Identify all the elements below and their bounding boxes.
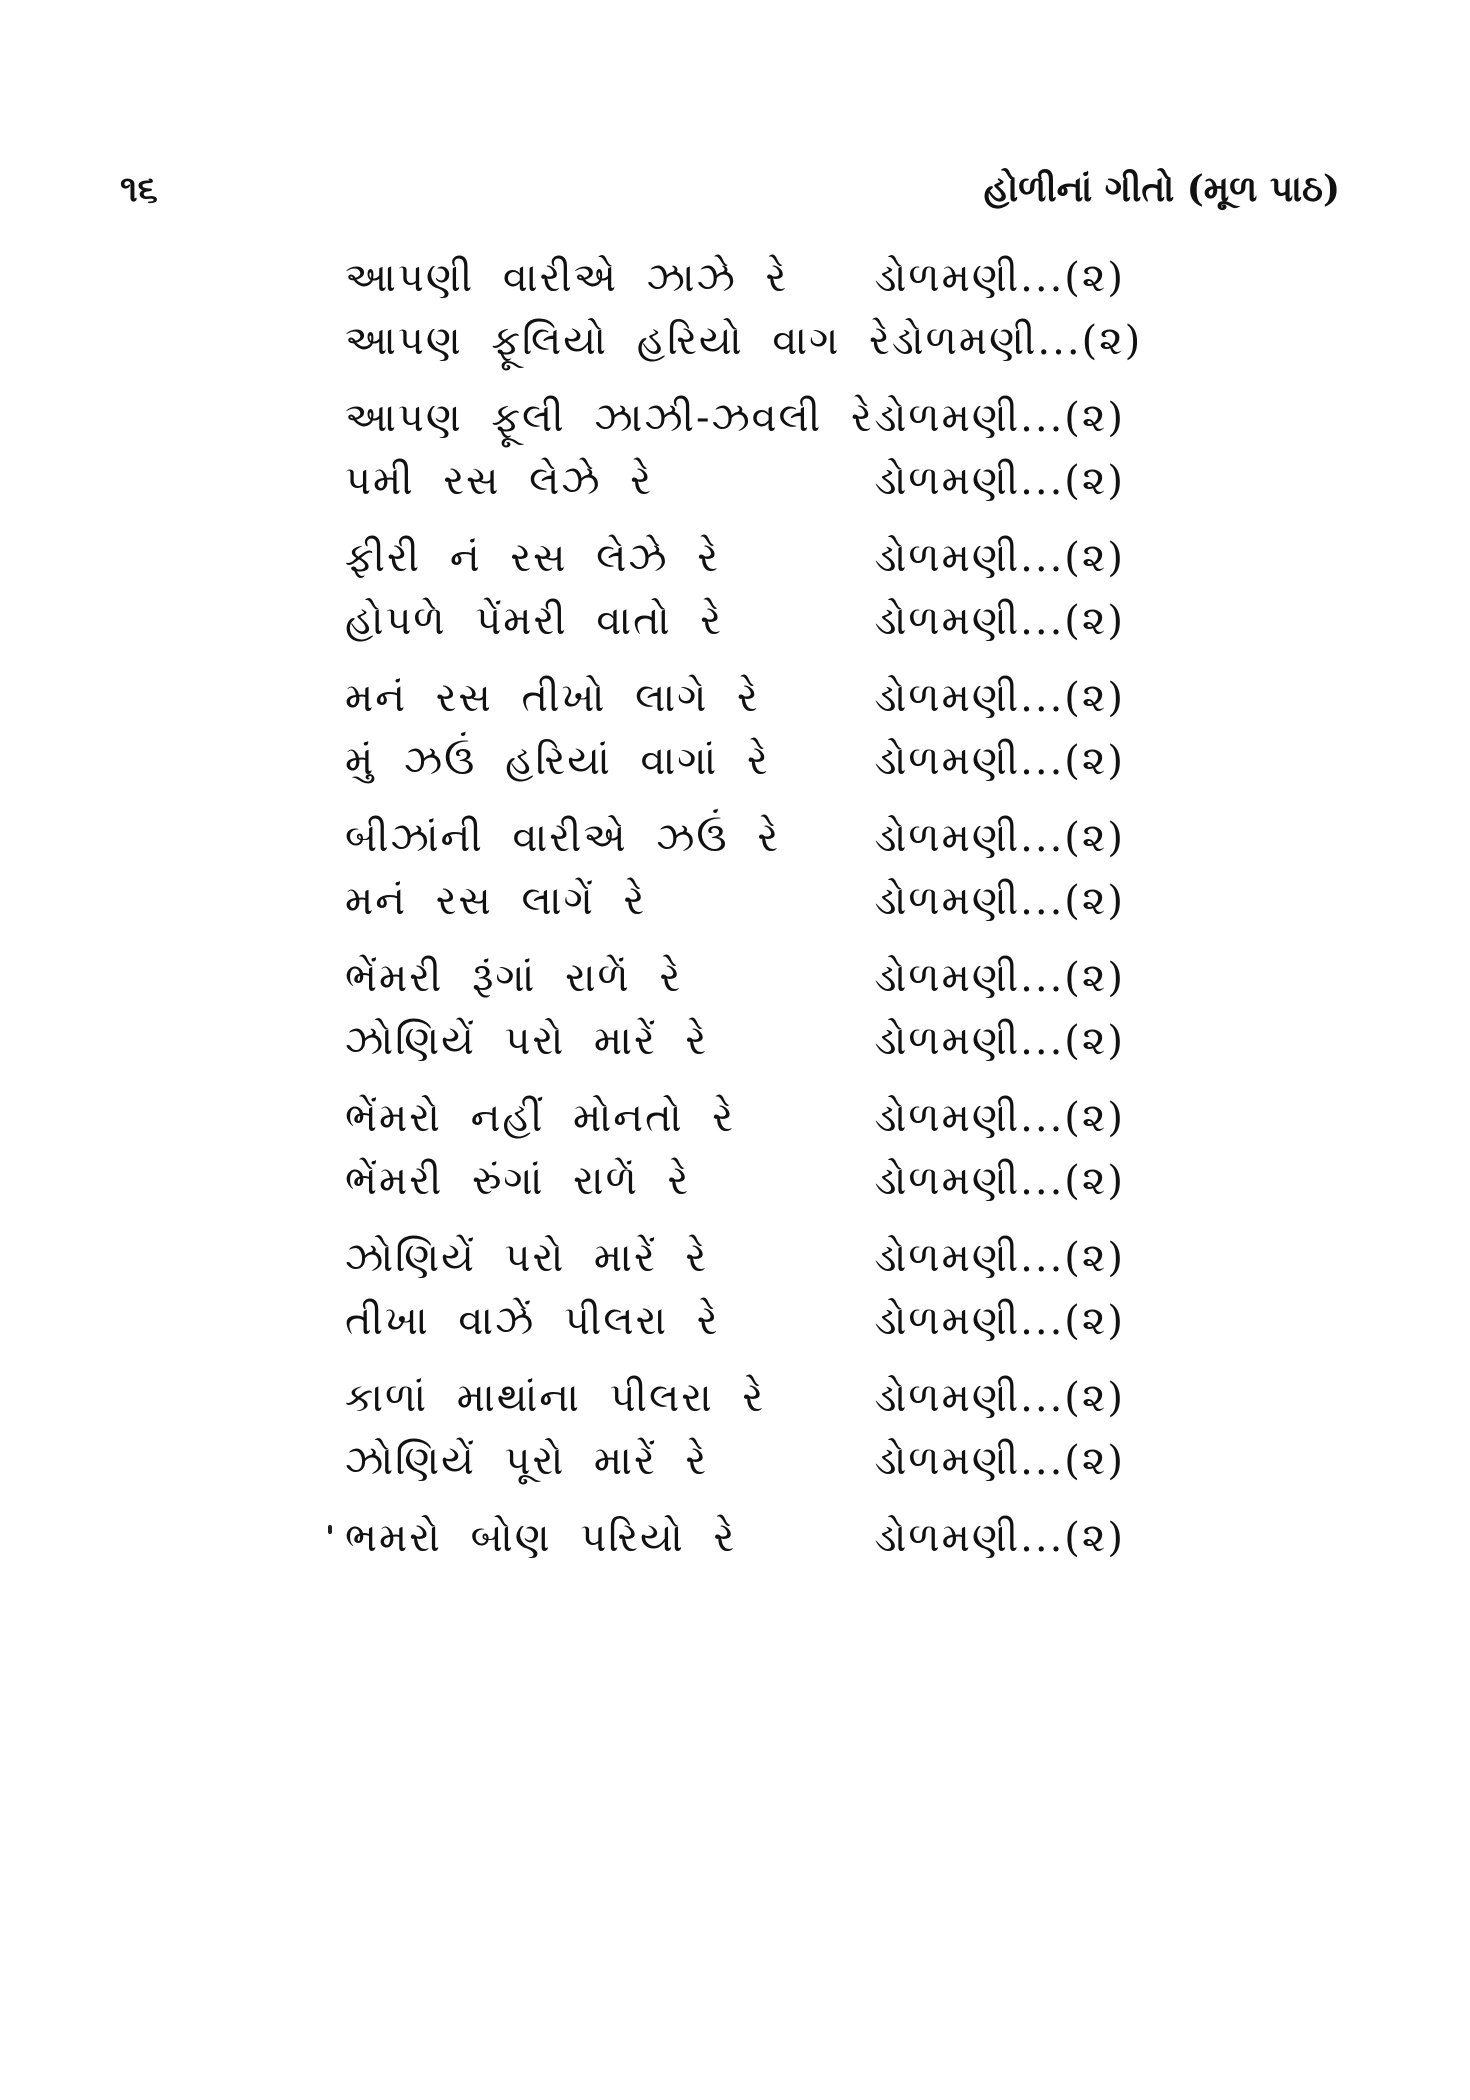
verse-refrain: ડોળમણી...(૨) — [874, 1095, 1125, 1141]
verse-refrain: ડોળમણી...(૨) — [891, 318, 1143, 364]
verse-text: બીઝાંની વારીએ ઝઉં રે — [345, 815, 781, 861]
verse-refrain: ડોળમણી...(૨) — [874, 255, 1125, 301]
stanza — [345, 1095, 1125, 1221]
verse-refrain: ડોળમણી...(૨) — [874, 955, 1125, 1001]
verse-line — [345, 458, 1125, 521]
verse-text: કાળાં માથાંના પીલરા રે — [345, 1375, 766, 1421]
verse-text: ઝોણિયેં પૂરો મારેં રે — [345, 1438, 709, 1484]
verse-line — [345, 1158, 1125, 1221]
verse-refrain: ડોળમણી...(૨) — [874, 395, 1125, 441]
verse-line — [345, 955, 1125, 1018]
verse-text: પમી રસ લેઝે રે — [345, 458, 653, 504]
verse-line — [345, 1235, 1125, 1298]
verse-line — [345, 1375, 1125, 1438]
verse-refrain: ડોળમણી...(૨) — [874, 675, 1125, 721]
verse-line — [345, 395, 1125, 458]
verse-refrain: ડોળમણી...(૨) — [874, 1515, 1125, 1561]
song-verses — [345, 255, 1143, 1592]
verse-refrain: ડોળમણી...(૨) — [874, 458, 1125, 504]
stanza — [345, 1375, 1125, 1501]
verse-line — [345, 1298, 1125, 1361]
verse-refrain: ડોળમણી...(૨) — [874, 598, 1125, 644]
verse-line — [345, 535, 1125, 598]
verse-line — [345, 878, 1125, 941]
verse-refrain: ડોળમણી...(૨) — [874, 1298, 1125, 1344]
running-title: હોળીનાં ગીતો (મૂળ પાઠ) — [983, 168, 1340, 210]
page-number: ૧૬ — [120, 168, 158, 210]
stanza — [345, 815, 1125, 941]
verse-text: ઝોણિયેં પરો મારેં રે — [345, 1018, 709, 1064]
verse-line — [345, 738, 1125, 801]
verse-line — [345, 1095, 1125, 1158]
verse-text: ભેંમરી રુંગાં રાળેં રે — [345, 1158, 691, 1204]
verse-text: હોપળે પેંમરી વાતો રે — [345, 598, 723, 644]
verse-line — [345, 1018, 1125, 1081]
verse-text: ભેંમરો નહીં મોનતો રે — [345, 1095, 735, 1141]
verse-line — [345, 255, 1125, 318]
verse-text: આપણ ફૂલી ઝાઝી-ઝવલી રે — [345, 395, 874, 441]
verse-text: મનં રસ તીખો લાગે રે — [345, 675, 760, 721]
verse-text: આપણ ફૂલિયો હરિયો વાગ રે — [345, 318, 892, 364]
page-header — [120, 168, 1340, 228]
verse-line — [345, 598, 1125, 661]
verse-refrain: ડોળમણી...(૨) — [874, 878, 1125, 924]
stanza — [345, 535, 1125, 661]
verse-refrain: ડોળમણી...(૨) — [874, 535, 1125, 581]
verse-text: ફીરી નં રસ લેઝે રે — [345, 535, 720, 581]
verse-text: મનં રસ લાગેં રે — [345, 878, 647, 924]
ink-speck — [328, 1525, 332, 1534]
verse-text: તીખા વાઝેં પીલરા રે — [345, 1298, 720, 1344]
verse-text: આપણી વારીએ ઝાઝે રે — [345, 255, 789, 301]
verse-text: ભેંમરી રૂંગાં રાળેં રે — [345, 955, 683, 1001]
verse-text: ઝોણિયેં પરો મારેં રે — [345, 1235, 709, 1281]
verse-refrain: ડોળમણી...(૨) — [874, 1018, 1125, 1064]
verse-refrain: ડોળમણી...(૨) — [874, 1235, 1125, 1281]
verse-line — [345, 815, 1125, 878]
stanza — [345, 675, 1125, 801]
verse-refrain: ડોળમણી...(૨) — [874, 1375, 1125, 1421]
stanza — [345, 1235, 1125, 1361]
verse-refrain: ડોળમણી...(૨) — [874, 1438, 1125, 1484]
stanza — [345, 955, 1125, 1081]
verse-line — [345, 1515, 1125, 1578]
verse-text: મું ઝઉં હરિયાં વાગાં રે — [345, 738, 770, 784]
verse-refrain: ડોળમણી...(૨) — [874, 1158, 1125, 1204]
verse-line — [345, 1438, 1125, 1501]
verse-refrain: ડોળમણી...(૨) — [874, 738, 1125, 784]
verse-refrain: ડોળમણી...(૨) — [874, 815, 1125, 861]
verse-line — [345, 318, 1143, 381]
stanza — [345, 395, 1125, 521]
verse-text: ભમરો બોણ પરિયો રે — [345, 1515, 737, 1561]
stanza — [345, 255, 1143, 381]
verse-line — [345, 675, 1125, 738]
stanza — [345, 1515, 1125, 1578]
